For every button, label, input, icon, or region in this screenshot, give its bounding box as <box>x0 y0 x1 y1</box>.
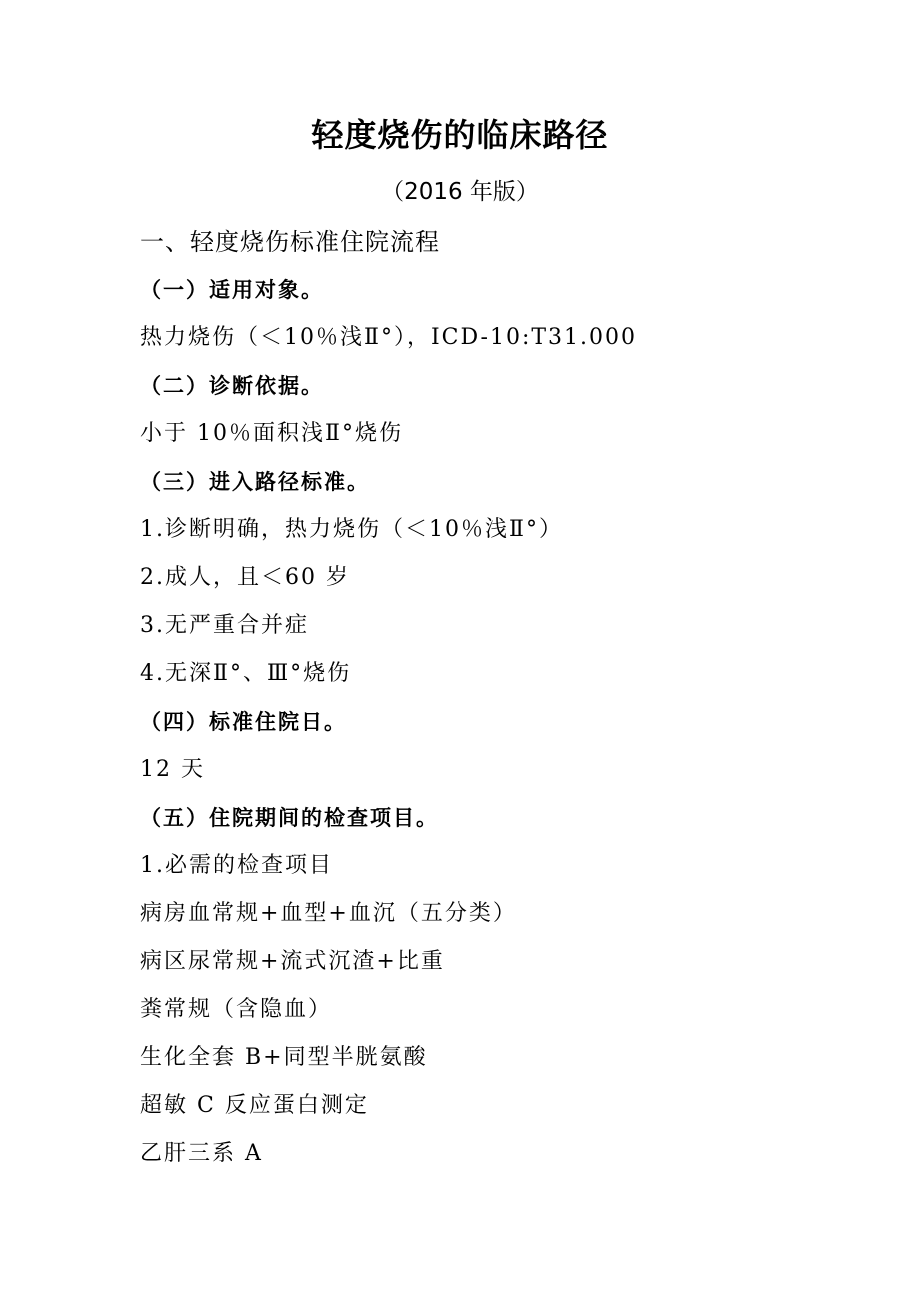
paragraph-line: 热力烧伤（＜10％浅Ⅱ°），ICD-10:T31.000 <box>140 325 638 350</box>
list-item: 1.诊断明确，热力烧伤（＜10％浅Ⅱ°） <box>140 517 563 542</box>
list-item: 病房血常规+血型+血沉（五分类） <box>140 901 517 926</box>
list-item: 超敏 C 反应蛋白测定 <box>140 1093 369 1118</box>
section-heading: 一、轻度烧伤标准住院流程 <box>140 228 440 256</box>
list-item: 病区尿常规+流式沉渣+比重 <box>140 949 445 974</box>
document-subtitle: （2016 年版） <box>381 179 539 205</box>
list-item: 生化全套 B+同型半胱氨酸 <box>140 1045 428 1070</box>
list-item: 4.无深Ⅱ°、Ⅲ°烧伤 <box>140 661 352 686</box>
list-item: 乙肝三系 A <box>140 1141 263 1166</box>
subsection-heading-3: （三）进入路径标准。 <box>140 470 370 494</box>
subsection-heading-1: （一）适用对象。 <box>140 278 324 302</box>
subsection-heading-5: （五）住院期间的检查项目。 <box>140 806 439 830</box>
list-item: 粪常规（含隐血） <box>140 997 333 1022</box>
paragraph-line: 小于 10％面积浅Ⅱ°烧伤 <box>140 421 403 446</box>
subsection-heading-4: （四）标准住院日。 <box>140 710 347 734</box>
subsection-heading-2: （二）诊断依据。 <box>140 374 324 398</box>
paragraph-line: 12 天 <box>140 757 205 782</box>
list-item: 1.必需的检查项目 <box>140 853 333 878</box>
list-item: 2.成人，且＜60 岁 <box>140 565 350 590</box>
list-item: 3.无严重合并症 <box>140 613 309 638</box>
document-title: 轻度烧伤的临床路径 <box>311 116 609 154</box>
